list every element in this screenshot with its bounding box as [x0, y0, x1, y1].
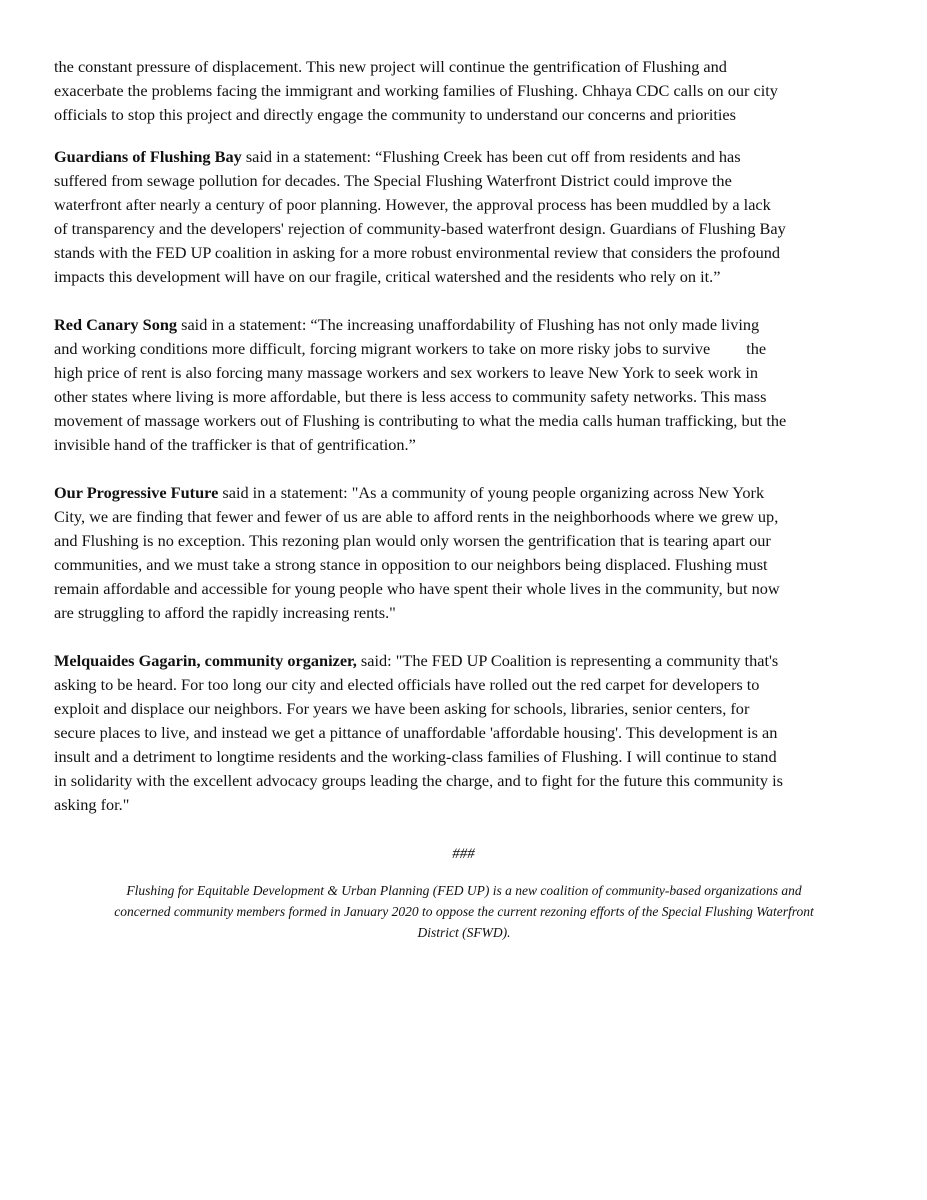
paragraph-line: exacerbate the problems facing the immigrant and working families of Flushing. Chhaya CDC calls on our city [54, 81, 778, 100]
statement-text: and working conditions more difficult, forcing migrant workers to take on more risky jobs to survive [54, 339, 711, 358]
paragraph-line: suffered from sewage pollution for decades. The Special Flushing Waterfront District could improve the [54, 171, 732, 190]
paragraph-line: are struggling to afford the rapidly increasing rents." [54, 603, 396, 622]
speaker-name: Guardians of Flushing Bay [54, 147, 242, 166]
paragraph-line: of transparency and the developers' rejection of community-based waterfront design. Guardians of Flushing Bay [54, 219, 786, 238]
continued-paragraph [54, 55, 880, 127]
paragraph-line: and Flushing is no exception. This rezoning plan would only worsen the gentrification that is tearing apart our [54, 531, 771, 550]
paragraph-line: asking to be heard. For too long our city and elected officials have rolled out the red carpet for developers to [54, 675, 760, 694]
paragraph-line: remain affordable and accessible for young people who have spent their whole lives in the community, but now [54, 579, 780, 598]
footer-line: concerned community members formed in January 2020 to oppose the current rezoning efforts of the Special Flushing Waterfront [114, 904, 814, 919]
statement-melquaides-gagarin [54, 649, 880, 817]
speaker-name: Red Canary Song [54, 315, 178, 334]
paragraph-line: stands with the FED UP coalition in asking for a more robust environmental review that considers the profound [54, 243, 781, 262]
paragraph-line: in solidarity with the excellent advocacy groups leading the charge, and to fight for the future this community is [54, 771, 783, 790]
speaker-name: Our Progressive Future [54, 483, 219, 502]
statement-text: said in a statement: “The increasing unaffordability of Flushing has not only made living [177, 315, 760, 334]
statement-text: said in a statement: “Flushing Creek has been cut off from residents and has [241, 147, 741, 166]
paragraph-line [54, 145, 880, 169]
paragraph-line [54, 313, 880, 337]
paragraph-line: the constant pressure of displacement. This new project will continue the gentrification of Flushing and [54, 57, 727, 76]
paragraph-line: secure places to live, and instead we get a pittance of unaffordable 'affordable housing'. This development is an [54, 723, 778, 742]
paragraph-line [54, 337, 880, 361]
coalition-description-footer [54, 880, 874, 943]
statement-red-canary-song [54, 313, 880, 457]
footer-line: Flushing for Equitable Development & Urban Planning (FED UP) is a new coalition of community-based organizations and [126, 883, 802, 898]
paragraph-line: City, we are finding that fewer and fewer of us are able to afford rents in the neighborhoods where we grew up, [54, 507, 779, 526]
paragraph-line: communities, and we must take a strong stance in opposition to our neighbors being displaced. Flushing must [54, 555, 768, 574]
statement-our-progressive-future [54, 481, 880, 625]
statement-guardians-of-flushing-bay [54, 145, 880, 289]
statement-text: the [746, 339, 767, 358]
paragraph-line: invisible hand of the trafficker is that of gentrification.” [54, 435, 416, 454]
paragraph-line: insult and a detriment to longtime residents and the working-class families of Flushing. I will continue to stand [54, 747, 777, 766]
paragraph-line: movement of massage workers out of Flushing is contributing to what the media calls human trafficking, but the [54, 411, 787, 430]
paragraph-line: impacts this development will have on our fragile, critical watershed and the residents who rely on it.” [54, 267, 721, 286]
statement-text: said in a statement: "As a community of young people organizing across New York [218, 483, 765, 502]
speaker-name: Melquaides Gagarin, community organizer, [54, 651, 357, 670]
paragraph-line: exploit and displace our neighbors. For years we have been asking for schools, libraries, senior centers, for [54, 699, 750, 718]
paragraph-line: waterfront after nearly a century of poor planning. However, the approval process has been muddled by a lack [54, 195, 771, 214]
paragraph-line: high price of rent is also forcing many massage workers and sex workers to leave New York to seek work in [54, 363, 758, 382]
paragraph-line: officials to stop this project and directly engage the community to understand our concerns and priorities [54, 105, 736, 124]
statement-text: said: "The FED UP Coalition is representing a community that's [356, 651, 779, 670]
paragraph-line [54, 481, 880, 505]
paragraph-line: other states where living is more affordable, but there is less access to community safety networks. This mass [54, 387, 767, 406]
end-marker: ### [452, 846, 475, 862]
paragraph-line: asking for." [54, 795, 130, 814]
paragraph-line [54, 649, 880, 673]
footer-line: District (SFWD). [417, 925, 511, 940]
